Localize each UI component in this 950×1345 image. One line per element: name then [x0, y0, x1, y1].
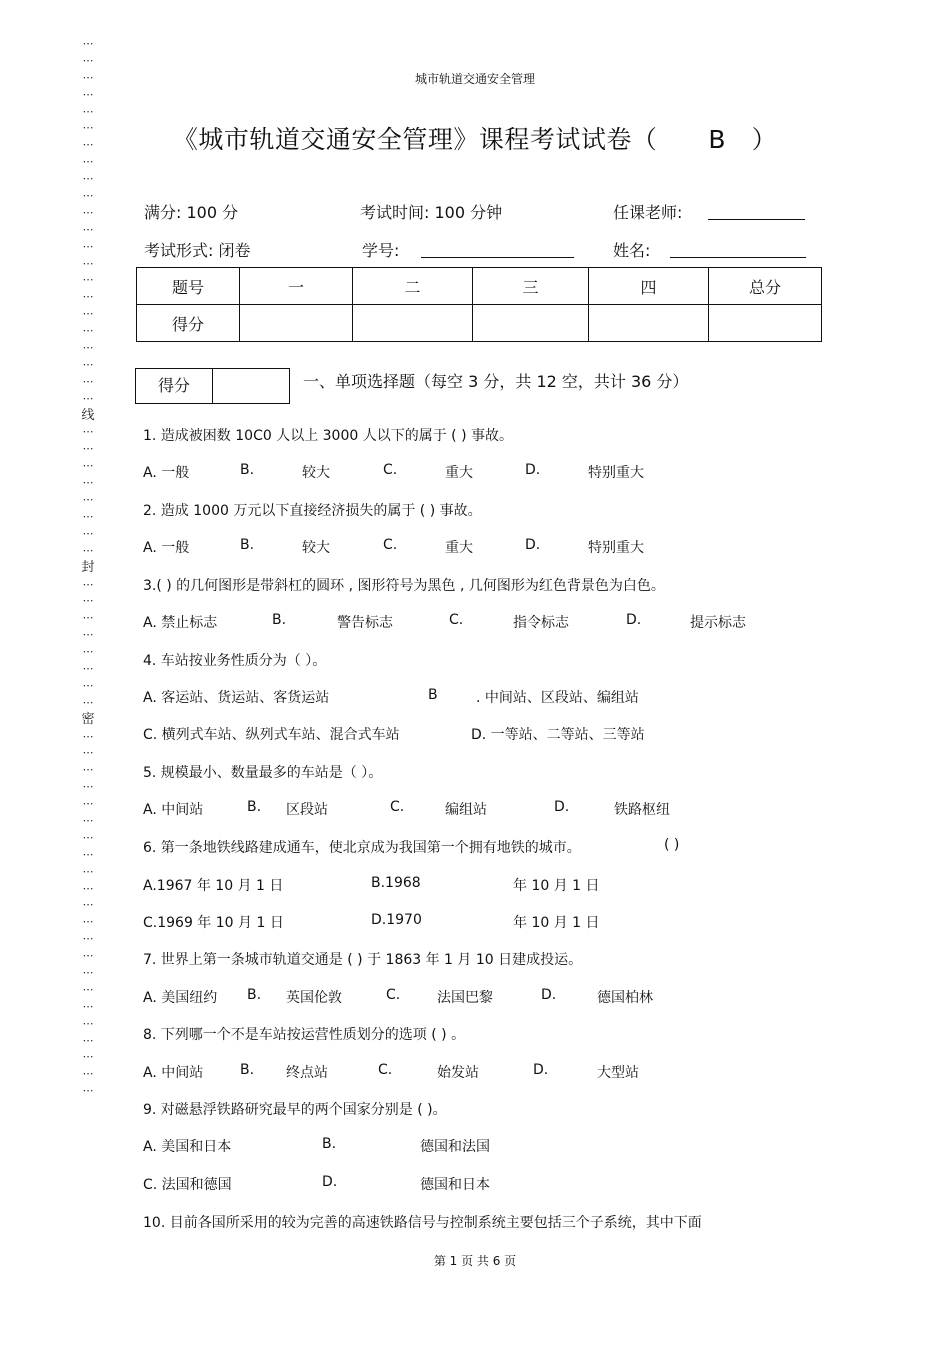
option: D. 一等站、二等站、三等站 — [471, 727, 645, 743]
option: D. — [525, 537, 541, 553]
seal-dots: ⋯ — [82, 205, 94, 219]
option: 大型站 — [597, 1065, 639, 1081]
seal-dots: ⋯ — [82, 678, 94, 692]
seal-marker: 密 — [81, 711, 95, 727]
option: C. — [449, 612, 464, 628]
seal-dots: ⋯ — [82, 780, 94, 794]
option: C. — [386, 987, 401, 1003]
seal-dots: ⋯ — [82, 661, 94, 675]
option: B. — [240, 537, 255, 553]
option: 较大 — [302, 465, 330, 481]
question-text: 8. 下列哪一个不是车站按运营性质划分的选项 ( ) 。 — [143, 1027, 466, 1043]
seal-dots: ⋯ — [82, 645, 94, 659]
option: C. — [378, 1062, 393, 1078]
seal-dots: ⋯ — [82, 999, 94, 1013]
option: C. — [383, 462, 398, 478]
seal-marker: 封 — [81, 559, 95, 575]
seal-dots: ⋯ — [82, 70, 94, 84]
option: A. 中间站 — [143, 802, 204, 818]
seal-dots: ⋯ — [82, 1050, 94, 1064]
option: 重大 — [445, 540, 473, 556]
option: 区段站 — [286, 802, 328, 818]
seal-dots: ⋯ — [82, 172, 94, 186]
option: 特别重大 — [588, 465, 644, 481]
score-cell[interactable] — [709, 305, 822, 342]
score-table — [136, 267, 822, 342]
option: D. — [525, 462, 541, 478]
option: A. 一般 — [143, 540, 190, 556]
score-cell[interactable] — [240, 305, 353, 342]
option: 指令标志 — [513, 615, 569, 631]
option: B — [428, 687, 438, 703]
seal-dots: ⋯ — [82, 1084, 94, 1098]
seal-dots: ⋯ — [82, 374, 94, 388]
seal-dots: ⋯ — [82, 189, 94, 203]
section-score-cell[interactable] — [213, 369, 289, 403]
seal-dots: ⋯ — [82, 797, 94, 811]
seal-dots: ⋯ — [82, 53, 94, 67]
seal-dots: ⋯ — [82, 898, 94, 912]
question-text: 4. 车站按业务性质分为（ ）。 — [143, 653, 327, 669]
seal-dots: ⋯ — [82, 121, 94, 135]
seal-dots: ⋯ — [82, 476, 94, 490]
option: A. 客运站、货运站、客货运站 — [143, 690, 330, 706]
option: 警告标志 — [337, 615, 393, 631]
seal-dots: ⋯ — [82, 830, 94, 844]
exam-time: 考试时间: 100 分钟 — [360, 203, 503, 222]
seal-dots: ⋯ — [82, 239, 94, 253]
question-text: 7. 世界上第一条城市轨道交通是 ( ) 于 1863 年 1 月 10 日建成投运。 — [143, 952, 583, 968]
score-table-header-row — [137, 268, 822, 305]
question-text: 2. 造成 1000 万元以下直接经济损失的属于 ( ) 事故。 — [143, 503, 482, 519]
option: 年 10 月 1 日 — [513, 915, 600, 931]
seal-dots: ⋯ — [82, 1067, 94, 1081]
option: B. — [272, 612, 287, 628]
option: 铁路枢纽 — [614, 802, 670, 818]
option: A. 美国和日本 — [143, 1139, 232, 1155]
option: C. 横列式车站、纵列式车站、混合式车站 — [143, 727, 400, 743]
option: A. 中间站 — [143, 1065, 204, 1081]
question-text: 9. 对磁悬浮铁路研究最早的两个国家分别是 ( )。 — [143, 1102, 447, 1118]
seal-dots: ⋯ — [82, 526, 94, 540]
seal-dots: ⋯ — [82, 37, 94, 50]
option: C. — [390, 799, 405, 815]
option: B. — [240, 462, 255, 478]
header-cell: 四 — [589, 268, 709, 305]
seal-dots: ⋯ — [82, 509, 94, 523]
option: 提示标志 — [690, 615, 746, 631]
option: 英国伦敦 — [286, 990, 342, 1006]
seal-dots: ⋯ — [82, 577, 94, 591]
seal-dots: ⋯ — [82, 611, 94, 625]
student-id-blank[interactable] — [421, 257, 574, 258]
header-cell: 题号 — [137, 268, 240, 305]
seal-dots: ⋯ — [82, 729, 94, 743]
seal-dots: ⋯ — [82, 982, 94, 996]
option: D. — [541, 987, 557, 1003]
option: B. — [322, 1136, 337, 1152]
option: B. — [247, 987, 262, 1003]
option: 德国柏林 — [597, 990, 653, 1006]
seal-dots: ⋯ — [82, 813, 94, 827]
seal-dots: ⋯ — [82, 915, 94, 929]
option: A. 美国纽约 — [143, 990, 218, 1006]
seal-dots: ⋯ — [82, 746, 94, 760]
seal-dots: ⋯ — [82, 847, 94, 861]
header-cell: 三 — [473, 268, 589, 305]
option: 编组站 — [445, 802, 487, 818]
seal-dots: ⋯ — [82, 324, 94, 338]
question-text: 5. 规模最小、数量最多的车站是（ ）。 — [143, 765, 383, 781]
seal-dots: ⋯ — [82, 357, 94, 371]
section-title: 一、单项选择题（每空 3 分，共 12 空，共计 36 分） — [303, 372, 689, 391]
option: D. — [322, 1174, 338, 1190]
seal-dots: ⋯ — [82, 391, 94, 405]
seal-dots: ⋯ — [82, 155, 94, 169]
option: A. 禁止标志 — [143, 615, 218, 631]
seal-dots: ⋯ — [82, 949, 94, 963]
seal-dots: ⋯ — [82, 341, 94, 355]
option: C. 法国和德国 — [143, 1177, 232, 1193]
seal-dots: ⋯ — [82, 307, 94, 321]
seal-dots: ⋯ — [82, 1033, 94, 1047]
question-answer-blank: ( ) — [664, 837, 680, 853]
row-label-cell: 得分 — [137, 305, 240, 342]
seal-dots: ⋯ — [82, 628, 94, 642]
seal-dots: ⋯ — [82, 1016, 94, 1030]
page-header: 城市轨道交通安全管理 — [414, 72, 535, 86]
option: 法国巴黎 — [437, 990, 493, 1006]
score-cell[interactable] — [473, 305, 589, 342]
section-score-label: 得分 — [136, 369, 213, 403]
full-score: 满分: 100 分 — [144, 203, 239, 222]
question-text: 3.( ) 的几何图形是带斜杠的圆环 , 图形符号为黑色 , 几何图形为红色背景色为白色。 — [143, 578, 665, 594]
seal-dots: ⋯ — [82, 881, 94, 895]
header-cell: 二 — [353, 268, 473, 305]
seal-dots: ⋯ — [82, 442, 94, 456]
seal-dots: ⋯ — [82, 543, 94, 557]
seal-dots: ⋯ — [82, 932, 94, 946]
seal-dots: ⋯ — [82, 104, 94, 118]
section-score-box — [135, 368, 290, 404]
exam-title: 《城市轨道交通安全管理》课程考试试卷（ B ） — [172, 125, 778, 154]
option: D.1970 — [371, 912, 422, 928]
seal-dots: ⋯ — [82, 763, 94, 777]
score-cell[interactable] — [589, 305, 709, 342]
option: 重大 — [445, 465, 473, 481]
seal-dots: ⋯ — [82, 87, 94, 101]
option: 年 10 月 1 日 — [513, 878, 600, 894]
score-table-score-row — [137, 305, 822, 342]
option: 德国和日本 — [420, 1177, 490, 1193]
option: B. — [240, 1062, 255, 1078]
option: . 中间站、区段站、编组站 — [476, 690, 639, 706]
teacher-label: 任课老师: — [613, 203, 683, 222]
option: B.1968 — [371, 875, 421, 891]
option: D. — [626, 612, 642, 628]
seal-dots: ⋯ — [82, 493, 94, 507]
seal-dots: ⋯ — [82, 965, 94, 979]
seal-dots: ⋯ — [82, 425, 94, 439]
option: 始发站 — [437, 1065, 479, 1081]
seal-marker: 线 — [81, 407, 95, 423]
seal-dots: ⋯ — [82, 290, 94, 304]
question-text: 10. 目前各国所采用的较为完善的高速铁路信号与控制系统主要包括三个子系统，其中下面 — [143, 1215, 702, 1231]
option: D. — [533, 1062, 549, 1078]
seal-dots: ⋯ — [82, 273, 94, 287]
seal-dots: ⋯ — [82, 864, 94, 878]
header-cell: 总分 — [709, 268, 822, 305]
seal-dots: ⋯ — [82, 222, 94, 236]
option: D. — [554, 799, 570, 815]
option: 德国和法国 — [420, 1139, 490, 1155]
seal-dots: ⋯ — [82, 594, 94, 608]
option: A. 一般 — [143, 465, 190, 481]
option: 终点站 — [286, 1065, 328, 1081]
seal-dots: ⋯ — [82, 695, 94, 709]
seal-dots: ⋯ — [82, 459, 94, 473]
binding-seal-line — [78, 36, 98, 1100]
option: C. — [383, 537, 398, 553]
page-footer: 第 1 页 共 6 页 — [433, 1254, 517, 1268]
question-text: 1. 造成被困数 10C0 人以上 3000 人以下的属于 ( ) 事故。 — [143, 428, 514, 444]
name-blank[interactable] — [670, 257, 806, 258]
teacher-blank[interactable] — [708, 219, 805, 220]
header-cell: 一 — [240, 268, 353, 305]
exam-form: 考试形式: 闭卷 — [144, 241, 251, 260]
name-label: 姓名: — [613, 241, 651, 260]
option: 较大 — [302, 540, 330, 556]
question-text: 6. 第一条地铁线路建成通车，使北京成为我国第一个拥有地铁的城市。 — [143, 840, 581, 856]
seal-dots: ⋯ — [82, 138, 94, 152]
seal-dots: ⋯ — [82, 256, 94, 270]
option: B. — [247, 799, 262, 815]
option: 特别重大 — [588, 540, 644, 556]
option: A.1967 年 10 月 1 日 — [143, 878, 284, 894]
student-id-label: 学号: — [362, 241, 400, 260]
score-cell[interactable] — [353, 305, 473, 342]
option: C.1969 年 10 月 1 日 — [143, 915, 284, 931]
